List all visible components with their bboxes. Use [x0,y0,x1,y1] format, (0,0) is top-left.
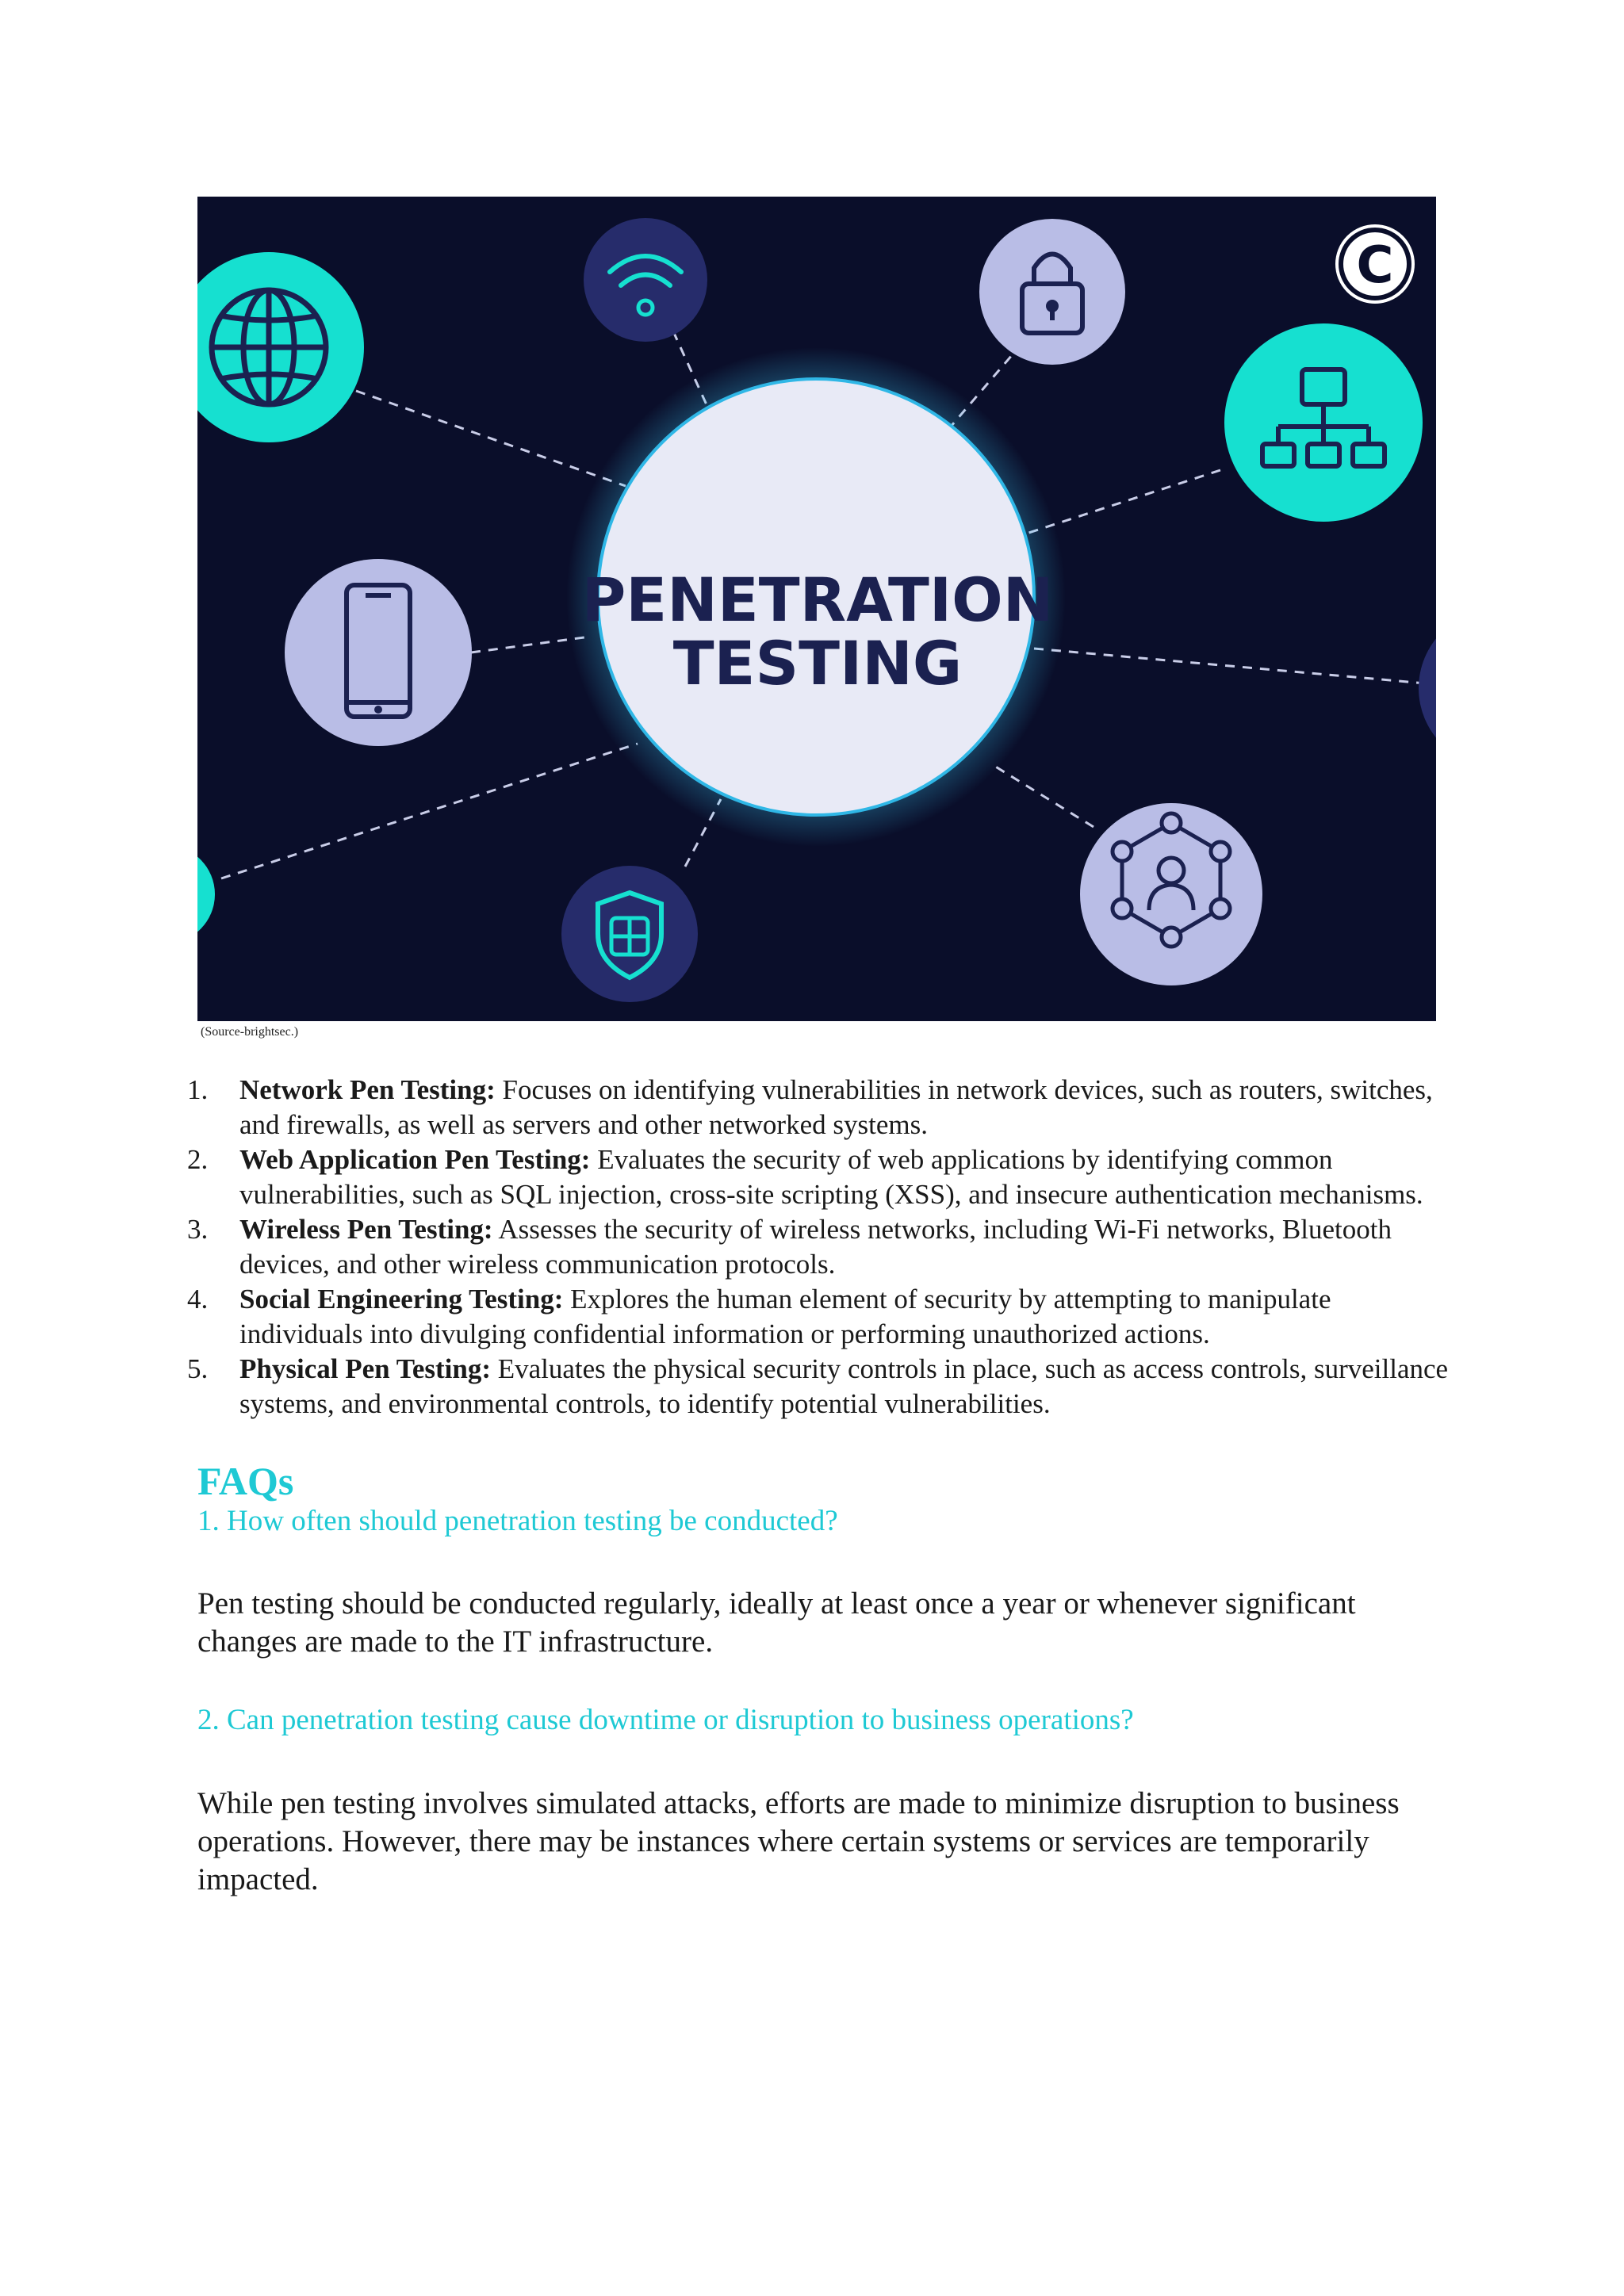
hero-image [197,197,1436,1021]
faq-question: 2. Can penetration testing cause downtime or disruption to business operations? [197,1704,1134,1736]
list-item [187,1073,1456,1142]
network-icon [1224,323,1423,522]
faq-question: 1. How often should penetration testing be conducted? [197,1505,838,1537]
list-item-term: Social Engineering Testing: [239,1284,564,1314]
list-item [187,1352,1456,1422]
list-item-term: Wireless Pen Testing: [239,1214,493,1245]
list-item-description: Evaluates the security of web applications by identifying common vulnerabilities, such as SQL injection, cross-site scripting (XSS), and insecure authentication mechanisms. [239,1144,1423,1210]
partial-icon-left [197,845,215,943]
list-item-number: 5. [187,1353,209,1384]
globe-icon [197,252,364,442]
list-item-description: Focuses on identifying vulnerabilities in network devices, such as routers, switches, and firewalls, as well as servers and other networked systems. [239,1074,1433,1140]
hero-heading-line2: TESTING [672,628,963,698]
hero-illustration [197,197,1436,1021]
list-item-number: 2. [187,1144,209,1175]
list-item [187,1142,1456,1212]
pen-testing-types-list [187,1073,1456,1422]
phone-icon [285,559,472,746]
wifi-icon [584,218,707,342]
brand-logo-letter: C [1356,236,1394,295]
hero-heading-line1: PENETRATION [581,564,1054,635]
list-item-description: Explores the human element of security by attempting to manipulate individuals into divulging confidential information or performing unauthorized actions. [239,1284,1331,1349]
faqs-heading: FAQs [197,1459,294,1503]
list-item [187,1212,1456,1282]
partial-icon-right [1419,609,1436,767]
lock-icon [979,219,1125,365]
list-item-description: Evaluates the physical security controls in place, such as access controls, surveillance systems, and environmental controls, to identify potential vulnerabilities. [239,1353,1449,1419]
list-item-term: Physical Pen Testing: [239,1353,491,1384]
faq-answer: While pen testing involves simulated attacks, efforts are made to minimize disruption to business operations. However, there may be instances where certain systems or services are temporarily impacted. [197,1786,1400,1896]
list-item-number: 4. [187,1284,209,1314]
list-item-term: Network Pen Testing: [239,1074,496,1105]
list-item-number: 3. [187,1214,209,1245]
faq-answer: Pen testing should be conducted regularly, ideally at least once a year or whenever significant changes are made to the IT infrastructure. [197,1586,1356,1659]
brand-logo [1337,226,1413,302]
users-network-icon [1080,803,1262,985]
image-caption: (Source-brightsec.) [201,1025,299,1039]
shield-icon [561,866,698,1002]
list-item-term: Web Application Pen Testing: [239,1144,591,1175]
list-item-description: Assesses the security of wireless networks, including Wi-Fi networks, Bluetooth devices, and other wireless communication protocols. [239,1214,1392,1280]
list-item-number: 1. [187,1074,209,1105]
list-item [187,1282,1456,1352]
